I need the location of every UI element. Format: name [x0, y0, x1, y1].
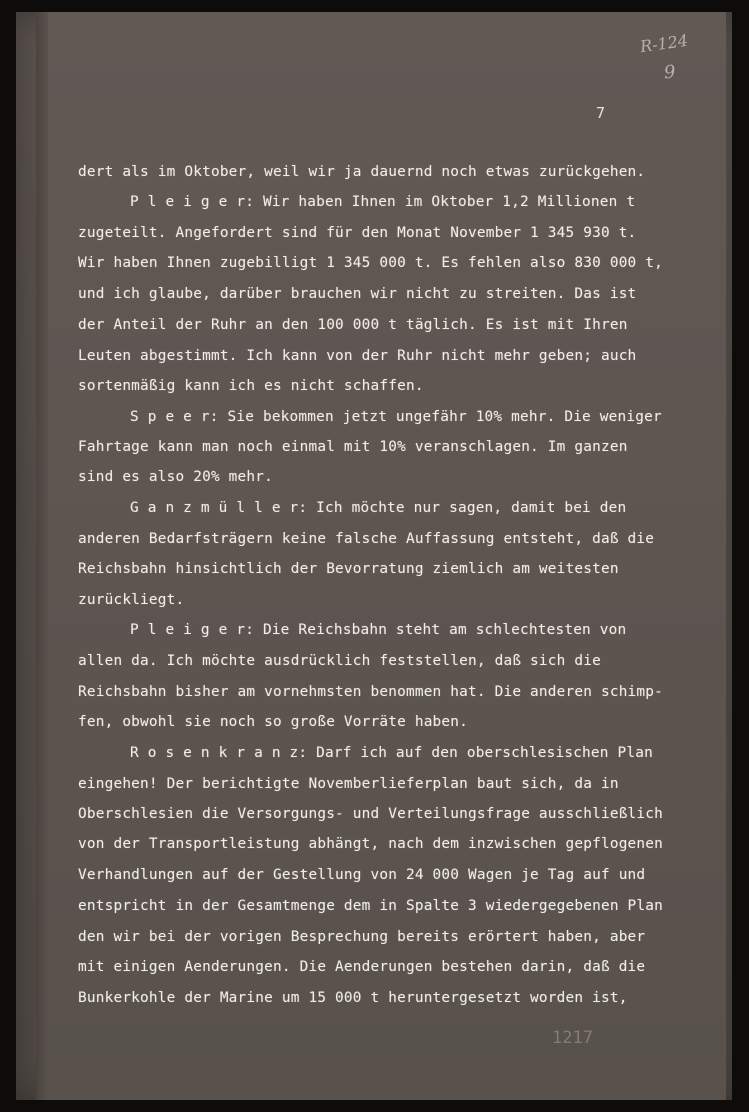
text-line: anderen Bedarfsträgern keine falsche Auffassung entsteht, daß die — [78, 531, 655, 547]
text-line: Reichsbahn bisher am vornehmsten benommen hat. Die anderen schimp- — [78, 684, 664, 700]
text-line: der Anteil der Ruhr an den 100 000 t täglich. Es ist mit Ihren — [78, 317, 628, 333]
text-line: Oberschlesien die Versorgungs- und Verteilungsfrage ausschließlich — [78, 806, 664, 822]
text-line: eingehen! Der berichtigte Novemberlieferplan baut sich, da in — [78, 776, 619, 792]
text-line: mit einigen Aenderungen. Die Aenderungen bestehen darin, daß die — [78, 959, 646, 975]
text-line: Verhandlungen auf der Gestellung von 24 000 Wagen je Tag auf und — [78, 867, 646, 883]
text-line: Wir haben Ihnen zugebilligt 1 345 000 t. Es fehlen also 830 000 t, — [78, 255, 664, 271]
paper-edge — [36, 12, 48, 1100]
text-line: entspricht in der Gesamtmenge dem in Spalte 3 wiedergegebenen Plan — [78, 898, 664, 914]
text-line: zugeteilt. Angefordert sind für den Monat November 1 345 930 t. — [78, 225, 637, 241]
text-line: R o s e n k r a n z: Darf ich auf den oberschlesischen Plan — [130, 745, 653, 761]
text-line: dert als im Oktober, weil wir ja dauernd noch etwas zurückgehen. — [78, 164, 646, 180]
text-line: Reichsbahn hinsichtlich der Bevorratung ziemlich am weitesten — [78, 561, 619, 577]
text-line: von der Transportleistung abhängt, nach dem inzwischen gepflogenen — [78, 836, 664, 852]
text-line: Fahrtage kann man noch einmal mit 10% veranschlagen. Im ganzen — [78, 439, 628, 455]
text-line: Bunkerkohle der Marine um 15 000 t heruntergesetzt worden ist, — [78, 990, 628, 1006]
folio-number: 1217 — [552, 1028, 593, 1048]
text-line: allen da. Ich möchte ausdrücklich feststellen, daß sich die — [78, 653, 601, 669]
text-line: und ich glaube, darüber brauchen wir nicht zu streiten. Das ist — [78, 286, 637, 302]
text-line: G a n z m ü l l e r: Ich möchte nur sagen, damit bei den — [130, 500, 627, 516]
text-line: den wir bei der vorigen Besprechung bereits erörtert haben, aber — [78, 929, 646, 945]
text-line: zurückliegt. — [78, 592, 185, 608]
archive-mark: R-124 — [638, 30, 690, 57]
text-line: sind es also 20% mehr. — [78, 469, 274, 485]
page-number: 7 — [596, 104, 606, 122]
text-line: sortenmäßig kann ich es nicht schaffen. — [78, 378, 424, 394]
text-line: P l e i g e r: Die Reichsbahn steht am schlechtesten von — [130, 622, 627, 638]
text-line: S p e e r: Sie bekommen jetzt ungefähr 10% mehr. Die weniger — [130, 409, 662, 425]
text-line: fen, obwohl sie noch so große Vorräte haben. — [78, 714, 469, 730]
text-line: P l e i g e r: Wir haben Ihnen im Oktober 1,2 Millionen t — [130, 194, 636, 210]
sheet-mark: 9 — [663, 61, 677, 84]
text-line: Leuten abgestimmt. Ich kann von der Ruhr nicht mehr geben; auch — [78, 348, 637, 364]
